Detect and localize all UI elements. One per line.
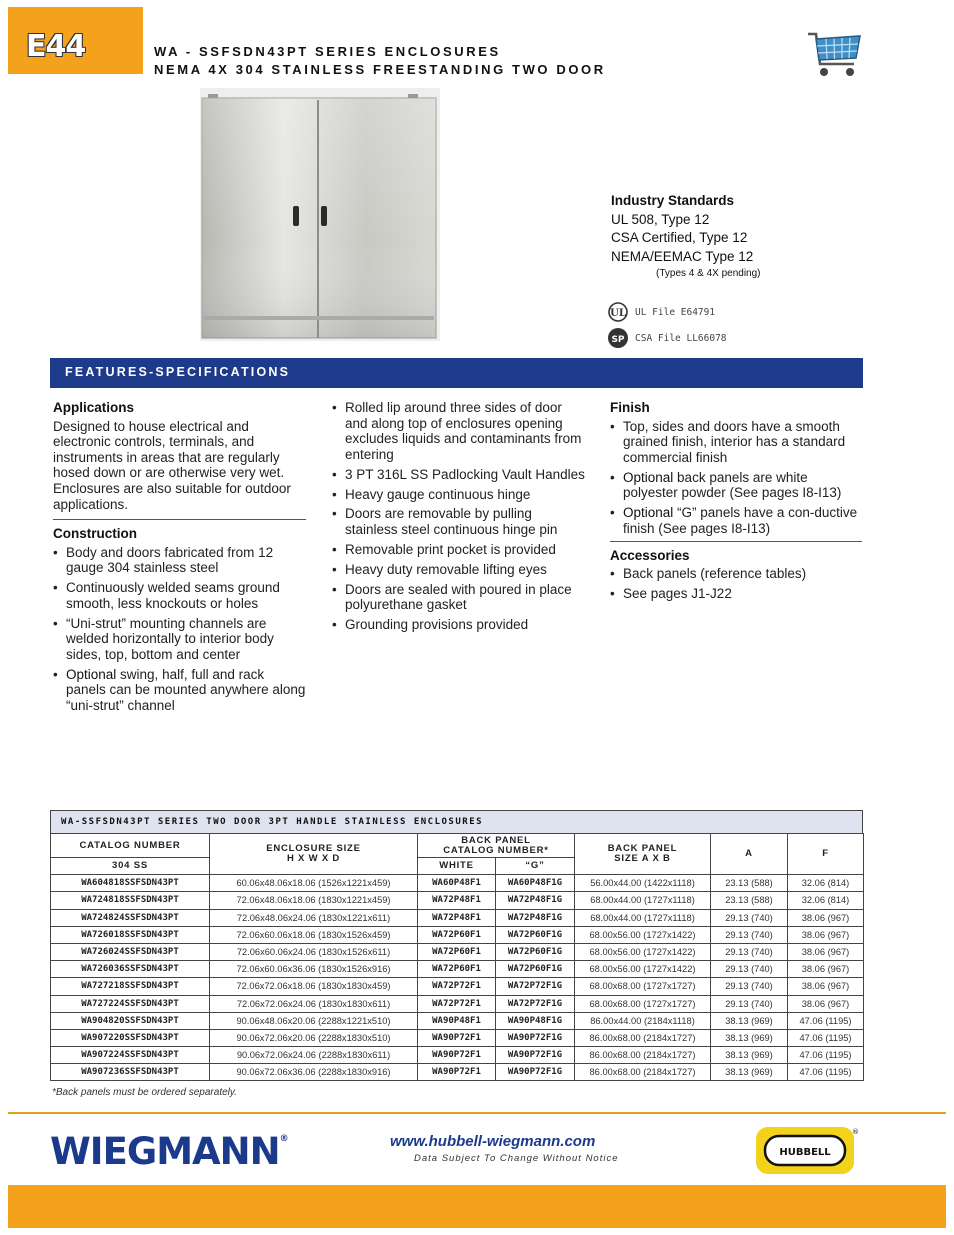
ul-listed-icon: [607, 302, 629, 322]
list-item: • Back panels (reference tables): [610, 566, 862, 582]
enclosure-size: 60.06x48.06x18.06 (1526x1221x459): [210, 875, 418, 892]
csa-certified-icon: [607, 327, 629, 349]
standards-title: Industry Standards: [611, 193, 735, 208]
header-catalog: CATALOG NUMBER: [51, 834, 210, 858]
back-panel-size: 86.00x68.00 (2184x1727): [575, 1029, 711, 1046]
standard-item: UL 508, Type 12: [611, 211, 710, 227]
footer-bar: [8, 1185, 946, 1228]
enclosure-size: 72.06x60.06x24.06 (1830x1526x611): [210, 943, 418, 960]
enclosure-size: 72.06x60.06x18.06 (1830x1526x459): [210, 926, 418, 943]
list-item: [610, 505, 862, 536]
table-row: [51, 909, 864, 926]
features-list: [332, 400, 587, 633]
list-item: • Removable print pocket is provided: [332, 542, 587, 558]
csa-file-row: [607, 327, 727, 349]
column-features: [332, 400, 587, 637]
back-panel-white: WA90P48F1: [418, 1012, 496, 1029]
table-body: [51, 875, 864, 1081]
svg-text:UL: UL: [610, 308, 626, 319]
optional-word: Optional: [623, 469, 674, 485]
svg-text:SP: SP: [611, 335, 625, 345]
finish-list: [610, 419, 862, 537]
catalog-number: WA907236SSFSDN43PT: [51, 1064, 210, 1081]
dimension-a: 38.13 (969): [711, 1047, 788, 1064]
dimension-f: 32.06 (814): [788, 892, 864, 909]
dimension-f: 47.06 (1195): [788, 1029, 864, 1046]
list-item: • Doors are removable by pulling stainless steel continuous hinge pin: [332, 506, 587, 537]
back-panel-white: WA72P72F1: [418, 978, 496, 995]
enclosure-size: 90.06x72.06x36.06 (2288x1830x916): [210, 1064, 418, 1081]
table-row: [51, 892, 864, 909]
dimension-a: 29.13 (740): [711, 909, 788, 926]
back-panel-size: 86.00x68.00 (2184x1727): [575, 1064, 711, 1081]
back-panel-size: 68.00x68.00 (1727x1727): [575, 995, 711, 1012]
dimension-a: 29.13 (740): [711, 926, 788, 943]
list-item: • Grounding provisions provided: [332, 617, 587, 633]
hubbell-registered: ®: [852, 1128, 859, 1136]
back-panel-g: WA60P48F1G: [496, 875, 575, 892]
footer-rule: [8, 1112, 946, 1114]
dimension-a: 29.13 (740): [711, 943, 788, 960]
dimension-f: 47.06 (1195): [788, 1064, 864, 1081]
csa-file: CSA File LL66078: [635, 332, 727, 344]
back-panel-g: WA90P72F1G: [496, 1064, 575, 1081]
back-panel-size: 56.00x44.00 (1422x1118): [575, 875, 711, 892]
table-row: [51, 875, 864, 892]
enclosure-size: 72.06x48.06x24.06 (1830x1221x611): [210, 909, 418, 926]
table-row: [51, 926, 864, 943]
finish-item-text: “G” panels have a con-ductive finish (See pages I8-I13): [623, 505, 858, 536]
applications-title: Applications: [53, 400, 135, 415]
ul-file-row: [607, 302, 715, 322]
list-item: • “Uni-strut” mounting channels are welded horizontally to interior body sides, top, bottom and center: [53, 616, 306, 663]
header-bp-line2: CATALOG NUMBER*: [443, 844, 549, 856]
construction-title: Construction: [53, 526, 137, 542]
catalog-number: WA724818SSFSDN43PT: [51, 892, 210, 909]
catalog-number: WA726024SSFSDN43PT: [51, 943, 210, 960]
list-item: [53, 667, 306, 714]
brand-name: WIEGMANN: [50, 1130, 280, 1173]
back-panel-size: 68.00x44.00 (1727x1118): [575, 892, 711, 909]
back-panel-g: WA90P72F1G: [496, 1047, 575, 1064]
list-item: • Continuously welded seams ground smooth, less knockouts or holes: [53, 580, 306, 611]
table-row: [51, 1012, 864, 1029]
back-panel-g: WA72P60F1G: [496, 961, 575, 978]
catalog-number: WA604818SSFSDN43PT: [51, 875, 210, 892]
dimension-a: 23.13 (588): [711, 892, 788, 909]
divider: [53, 519, 306, 520]
back-panel-size: 86.00x44.00 (2184x1118): [575, 1012, 711, 1029]
table-row: [51, 1064, 864, 1081]
dimension-a: 29.13 (740): [711, 978, 788, 995]
table-title: WA-SSFSDN43PT SERIES TWO DOOR 3PT HANDLE STAINLESS ENCLOSURES: [50, 810, 863, 833]
table-row: [51, 1029, 864, 1046]
catalog-number: WA727224SSFSDN43PT: [51, 995, 210, 1012]
catalog-number: WA726018SSFSDN43PT: [51, 926, 210, 943]
dimension-f: 38.06 (967): [788, 995, 864, 1012]
back-panel-size: 68.00x56.00 (1727x1422): [575, 926, 711, 943]
back-panel-size: 68.00x56.00 (1727x1422): [575, 961, 711, 978]
header-size-line2: H X W X D: [286, 853, 341, 865]
dimension-f: 47.06 (1195): [788, 1012, 864, 1029]
hubbell-logo: [756, 1127, 860, 1174]
features-title: FEATURES-SPECIFICATIONS: [65, 365, 291, 379]
dimension-a: 38.13 (969): [711, 1064, 788, 1081]
dimension-a: 38.13 (969): [711, 1012, 788, 1029]
construction-list: [53, 545, 306, 714]
table-row: [51, 943, 864, 960]
header-304ss: 304 SS: [51, 858, 210, 875]
optional-word: Optional: [66, 666, 117, 682]
back-panel-g: WA72P72F1G: [496, 978, 575, 995]
back-panel-white: WA72P72F1: [418, 995, 496, 1012]
header-f: F: [788, 834, 864, 875]
dimension-f: 38.06 (967): [788, 909, 864, 926]
standard-item: NEMA/EEMAC Type 12: [611, 248, 754, 264]
column-applications: [53, 400, 306, 718]
list-item: • Top, sides and doors have a smooth grained finish, interior has a standard commercial finish: [610, 419, 862, 466]
catalog-number: WA726036SSFSDN43PT: [51, 961, 210, 978]
header-subtitle: NEMA 4X 304 STAINLESS FREESTANDING TWO DOOR: [154, 62, 606, 77]
list-item: • Heavy gauge continuous hinge: [332, 487, 587, 503]
header-g: “G”: [496, 858, 575, 875]
industry-standards: [611, 192, 761, 282]
shopping-cart-icon[interactable]: [806, 30, 864, 80]
back-panel-white: WA72P60F1: [418, 943, 496, 960]
back-panel-g: WA72P60F1G: [496, 926, 575, 943]
wiegmann-logo: [50, 1130, 288, 1173]
enclosure-size: 72.06x72.06x24.06 (1830x1830x611): [210, 995, 418, 1012]
back-panel-white: WA90P72F1: [418, 1047, 496, 1064]
enclosure-size: 72.06x72.06x18.06 (1830x1830x459): [210, 978, 418, 995]
dimension-f: 32.06 (814): [788, 875, 864, 892]
enclosure-size: 72.06x60.06x36.06 (1830x1526x916): [210, 961, 418, 978]
header-title: WA - SSFSDN43PT SERIES ENCLOSURES: [154, 44, 501, 59]
dimension-f: 47.06 (1195): [788, 1047, 864, 1064]
header-enclosure-size: [210, 834, 418, 875]
list-item: • Rolled lip around three sides of door and along top of enclosures opening excludes liquids and contaminants from entering: [332, 400, 587, 462]
table-row: [51, 961, 864, 978]
back-panel-g: WA90P48F1G: [496, 1012, 575, 1029]
header-back-panel-catalog: [418, 834, 575, 858]
back-panel-white: WA90P72F1: [418, 1064, 496, 1081]
page-tag: [8, 7, 143, 74]
back-panel-size: 86.00x68.00 (2184x1727): [575, 1047, 711, 1064]
column-finish: [610, 400, 862, 606]
enclosure-table: [50, 810, 863, 1081]
dimension-f: 38.06 (967): [788, 943, 864, 960]
back-panel-white: WA90P72F1: [418, 1029, 496, 1046]
dimension-a: 29.13 (740): [711, 995, 788, 1012]
standards-note: (Types 4 & 4X pending): [656, 268, 761, 279]
catalog-number: WA904820SSFSDN43PT: [51, 1012, 210, 1029]
list-item: • Body and doors fabricated from 12 gauge 304 stainless steel: [53, 545, 306, 576]
back-panel-white: WA72P48F1: [418, 892, 496, 909]
accessories-title: Accessories: [610, 547, 690, 563]
back-panel-size: 68.00x68.00 (1727x1727): [575, 978, 711, 995]
features-bar: [50, 358, 863, 388]
catalog-number: WA907224SSFSDN43PT: [51, 1047, 210, 1064]
data-notice: Data Subject To Change Without Notice: [414, 1153, 619, 1164]
enclosure-size: 90.06x72.06x24.06 (2288x1830x611): [210, 1047, 418, 1064]
hubbell-text: HUBBELL: [779, 1147, 831, 1158]
back-panel-size: 68.00x56.00 (1727x1422): [575, 943, 711, 960]
standard-item: CSA Certified, Type 12: [611, 230, 748, 245]
header-a: A: [711, 834, 788, 875]
catalog-number: WA724824SSFSDN43PT: [51, 909, 210, 926]
divider: [610, 541, 862, 542]
finish-title: Finish: [610, 400, 650, 415]
back-panel-white: WA72P60F1: [418, 961, 496, 978]
header-size-line1: ENCLOSURE SIZE: [266, 843, 361, 855]
back-panel-white: WA72P60F1: [418, 926, 496, 943]
dimension-a: 38.13 (969): [711, 1029, 788, 1046]
dimension-f: 38.06 (967): [788, 926, 864, 943]
dimension-a: 29.13 (740): [711, 961, 788, 978]
table-row: [51, 1047, 864, 1064]
table-row: [51, 995, 864, 1012]
footnote: *Back panels must be ordered separately.: [52, 1087, 237, 1098]
header-bps-line2: SIZE A X B: [614, 853, 671, 865]
accessories-list: [610, 566, 862, 601]
dimension-a: 23.13 (588): [711, 875, 788, 892]
optional-word: Optional: [623, 505, 674, 521]
back-panel-g: WA72P48F1G: [496, 909, 575, 926]
list-item: • Heavy duty removable lifting eyes: [332, 562, 587, 578]
catalog-number: WA727218SSFSDN43PT: [51, 978, 210, 995]
list-item: • Doors are sealed with poured in place polyurethane gasket: [332, 582, 587, 613]
finish-item-text: back panels are white polyester powder (See pages I8-I13): [623, 469, 842, 501]
back-panel-g: WA72P48F1G: [496, 892, 575, 909]
dimension-f: 38.06 (967): [788, 961, 864, 978]
ul-file: UL File E64791: [635, 306, 716, 318]
enclosure-size: 72.06x48.06x18.06 (1830x1221x459): [210, 892, 418, 909]
list-item: [610, 470, 862, 501]
registered-mark: ®: [279, 1134, 288, 1144]
list-item: • 3 PT 316L SS Padlocking Vault Handles: [332, 467, 587, 483]
applications-text: Designed to house electrical and electronic controls, terminals, and instruments in areas that are regularly hosed down or are otherwise very wet. Enclosures are also suitable for outdoor applications.: [53, 418, 291, 512]
header-bps-line1: BACK PANEL: [607, 843, 678, 855]
header-bp-line1: BACK PANEL: [461, 834, 531, 846]
back-panel-size: 68.00x44.00 (1727x1118): [575, 909, 711, 926]
back-panel-white: WA72P48F1: [418, 909, 496, 926]
back-panel-g: WA72P72F1G: [496, 995, 575, 1012]
catalog-number: WA907220SSFSDN43PT: [51, 1029, 210, 1046]
back-panel-g: WA90P72F1G: [496, 1029, 575, 1046]
page-number: E44: [26, 29, 86, 64]
list-item: • See pages J1-J22: [610, 586, 862, 602]
enclosure-size: 90.06x72.06x20.06 (2288x1830x510): [210, 1029, 418, 1046]
enclosure-photo: [200, 88, 440, 341]
optional-text: swing, half, full and rack panels can be mounted anywhere along “uni-strut” channel: [66, 666, 306, 713]
website-link[interactable]: www.hubbell-wiegmann.com: [390, 1133, 596, 1150]
back-panel-g: WA72P60F1G: [496, 943, 575, 960]
spec-table: [50, 833, 864, 1081]
back-panel-white: WA60P48F1: [418, 875, 496, 892]
enclosure-size: 90.06x48.06x20.06 (2288x1221x510): [210, 1012, 418, 1029]
header-white: WHITE: [418, 858, 496, 875]
dimension-f: 38.06 (967): [788, 978, 864, 995]
header-back-panel-size: [575, 834, 711, 875]
table-row: [51, 978, 864, 995]
